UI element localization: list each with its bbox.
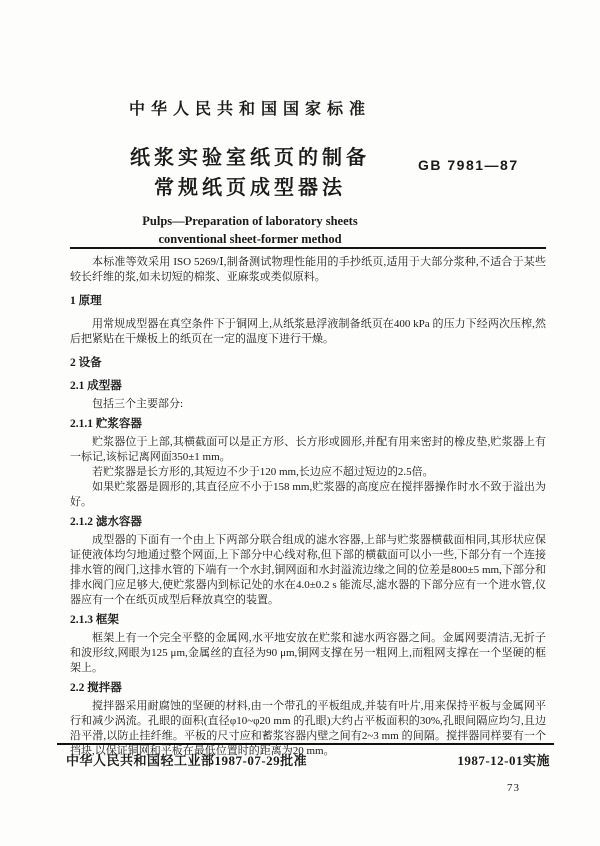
footer xyxy=(66,750,550,769)
document-body xyxy=(70,255,546,759)
paragraph: 搅拌器采用耐腐蚀的坚硬的材料,由一个带孔的平板组成,并装有叶片,用来保持平板与金属网平行和减少涡流。孔眼的面积(直径φ10~φ20 mm 的孔眼)大约占平板面积的30%,孔眼间隔应均匀,且边沿平滑,以防止挂纤维。平板的尺寸应和蓄浆容器内壁之间有2~3 mm 的间隔。搅拌器同样要有一个挡块,以保证铜网和平板在最低位置时的距离为20 mm。 xyxy=(70,700,546,757)
english-title-line-1: Pulps—Preparation of laboratory sheets xyxy=(142,214,358,228)
page-number: 73 xyxy=(507,782,520,794)
paragraph: 框架上有一个完全平整的金属网,水平地安放在贮浆和滤水两容器之间。金属网要清洁,无折子和波形纹,网眼为125 μm,金属丝的直径为90 μm,铜网支撑在另一粗网上,而粗网支撑在一个坚硬的框架上。 xyxy=(70,632,546,674)
section-heading-2-1-1: 2.1.1 贮浆容器 xyxy=(70,418,142,430)
title-line-1: 纸浆实验室纸页的制备 xyxy=(130,147,370,169)
paragraph: 若贮浆器是长方形的,其短边不少于120 mm,长边应不超过短边的2.5倍。 xyxy=(92,466,434,478)
section-heading-2-1-2: 2.1.2 滤水容器 xyxy=(70,516,142,528)
paragraph: 包括三个主要部分: xyxy=(92,398,184,410)
document-header xyxy=(55,96,445,248)
paragraph: 如果贮浆器是圆形的,其直径应不小于158 mm,贮浆器的高度应在搅拌器操作时水不致于溢出为好。 xyxy=(70,481,546,508)
english-title xyxy=(55,212,445,248)
section-heading-2-1: 2.1 成型器 xyxy=(70,380,122,392)
section-heading-1: 1 原理 xyxy=(70,295,102,307)
title-line-2: 常规纸页成型器法 xyxy=(154,177,346,199)
footer-divider xyxy=(57,743,554,745)
implementation-date: 1987-12-01实施 xyxy=(457,753,550,768)
standard-number: GB 7981—87 xyxy=(418,157,519,173)
approval-note: 中华人民共和国轻工业部1987-07-29批准 xyxy=(66,753,308,768)
header-divider xyxy=(70,247,546,249)
section-heading-2-1-3: 2.1.3 框架 xyxy=(70,614,119,626)
paragraph: 贮浆器位于上部,其横截面可以是正方形、长方形或圆形,并配有用来密封的橡皮垫,贮浆器上有一标记,该标记离网面350±1 mm。 xyxy=(70,436,546,463)
paragraph-intro: 本标准等效采用 ISO 5269/Ⅰ,制备测试物理性能用的手抄纸页,适用于大部分浆种,不适合于某些较长纤维的浆,如未切短的棉浆、亚麻浆或类似原料。 xyxy=(70,256,546,283)
english-title-line-2: conventional sheet-former method xyxy=(158,232,342,246)
paragraph: 用常规成型器在真空条件下于铜网上,从纸浆悬浮液制备纸页在400 kPa 的压力下经两次压榨,然后把紧贴在干燥板上的纸页在一定的温度下进行干燥。 xyxy=(70,318,546,345)
paragraph: 成型器的下面有一个由上下两部分联合组成的滤水容器,上部与贮浆器横截面相同,其形状应保证使液体均匀地通过整个网面,上下部分中心线对称,但下部的横截面可以小一些,下部分有一个连接排水管的阀门,这排水管的下端有一个水封,铜网面和水封溢流边缘之间的位差是800±5 mm,下部分和排水阀门应足够大,使贮浆器内到标记处的水在4.0±0.2 s 能流尽,滤水器的下部分应有一个进水管,仪器应有一个在纸页成型后释放真空的装置。 xyxy=(70,534,546,606)
standard-label: 中华人民共和国国家标准 xyxy=(128,101,371,118)
section-heading-2: 2 设备 xyxy=(70,357,102,369)
section-heading-2-2: 2.2 搅拌器 xyxy=(70,682,122,694)
document-title xyxy=(55,143,445,203)
